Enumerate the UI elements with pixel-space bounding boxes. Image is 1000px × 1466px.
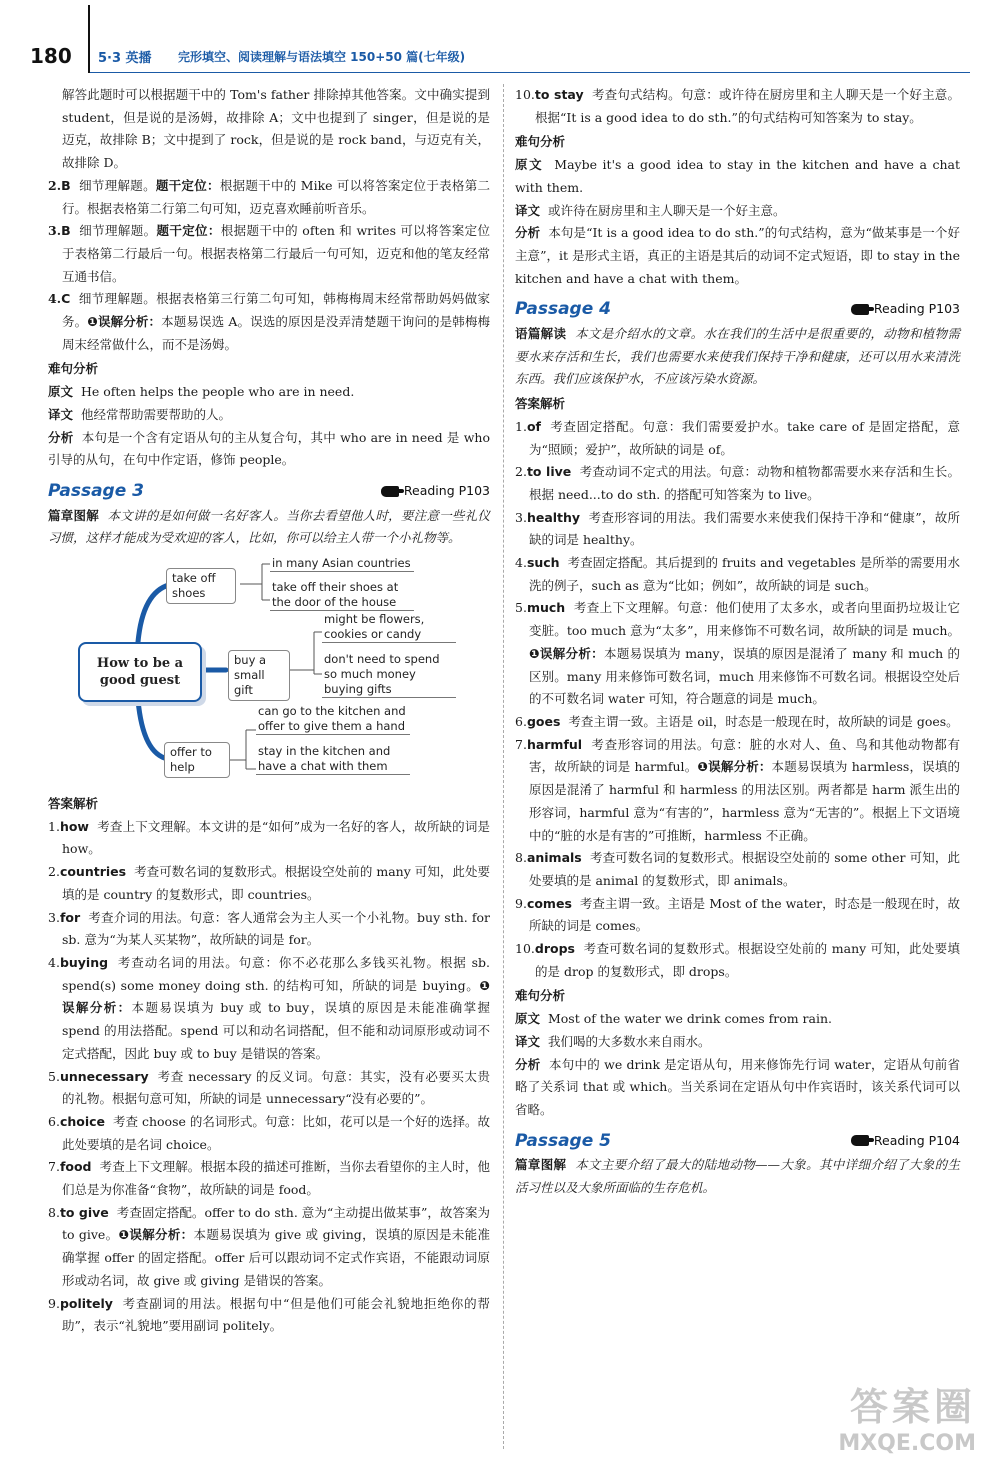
translation: 译文 他经常帮助需要帮助的人。 [48, 406, 231, 422]
passage-intro: 篇章图解 本文讲的是如何做一名好客人。当你去看望他人时，要注意一些礼仪习惯，这样才能成为受欢迎的客人，比如，你可以给主人带一个小礼物等。 [48, 507, 490, 546]
passage-heading [48, 480, 490, 503]
header-divider [88, 5, 90, 73]
passage-intro: 语篇解读 本文是介绍水的文章。水在我们的生活中是很重要的，动物和植物需要水来存活和生长，我们也需要水来使我们保持干净和健康，还可以用水来清洗东西。我们应该保护水，不应该污染水资源。 [515, 326, 960, 387]
analysis: 分析 本句是“It is a good idea to do sth.”的句式结构，意为“做某事是一个好主意”，it 是形式主语，真正的主语是其后的动词不定式短语，即 to stay in the kitchen and have a chat with them。 [515, 225, 960, 286]
answer-item: 2.to live 考查动词不定式的用法。句意：动物和植物都需要水来存活和生长。根据 need...to do sth. 的搭配可知答案为 to live。 [515, 464, 960, 502]
pointing-hand-icon [851, 1135, 869, 1146]
passage-heading [515, 298, 960, 321]
passage-title: Passage 3 [48, 480, 144, 501]
mind-map-leaf: stay in the kitchen and have a chat with them [256, 744, 410, 775]
section-heading: 答案解析 [515, 396, 566, 412]
warning-label: ❶误解分析： [118, 1227, 194, 1243]
answer-item: 10.drops 考查可数名词的复数形式。根据设空处前的 many 可知，此处要填的是 drop 的复数形式，即 drops。 [515, 941, 960, 979]
answer-item: 9.comes 考查主谓一致。主语是 Most of the water，时态是一般现在时，故所缺的词是 comes。 [515, 895, 960, 934]
mind-map-leaf: don't need to spend so much money buying gifts [322, 652, 456, 698]
mind-map-center: How to be a good guest [78, 642, 202, 702]
passage-title: Passage 4 [515, 299, 611, 320]
original-sentence: 原文 He often helps the people who are in need. [48, 384, 355, 400]
book-subtitle: 完形填空、阅读理解与语法填空 150+50 篇(七年级) [178, 50, 466, 64]
right-column [515, 84, 960, 1200]
mind-map-leaf: might be flowers, cookies or candy [322, 612, 456, 643]
warning-label: ❶误解分析： [62, 977, 490, 1016]
pointing-hand-icon [851, 304, 869, 315]
answer-item: 7.food 考查上下文理解。根据本段的描述可推断，当你去看望你的主人时，他们总是为你准备“食物”，故所缺的词是 food。 [48, 1159, 490, 1198]
watermark-url: MXQE.COM [838, 1431, 976, 1456]
section-heading: 答案解析 [48, 796, 99, 812]
mind-map-leaf: in many Asian countries [270, 556, 414, 572]
continued-explanation: 解答此题时可以根据题干中的 Tom's father 排除掉其他答案。文中确实提到 student，但是说的是汤姆，故排除 A；文中也提到了 singer，但是说的是迈克，故排除 B；文中提到了 rock，但是说的是 rock band，与迈克有关，故排除 D。 [62, 87, 490, 171]
original-sentence: 原文 Most of the water we drink comes from rain. [515, 1011, 833, 1027]
answer-item: 6.choice 考查 choose 的名词形式。句意：比如，花可以是一个好的选择。故此处要填的是名词 choice。 [48, 1113, 490, 1152]
mind-map-branch: offer to help [164, 742, 230, 778]
reading-reference: Reading P103 [381, 480, 490, 503]
answer-item: 8.to give 考查固定搭配。offer to do sth. 意为“主动提出做某事”，故答案为 to give。❶误解分析：本题易误填为 give 或 giving，误填的原因是未能准确掌握 offer 的固定搭配。offer 后可以跟动词不定式作宾语，不能跟动词原形或动名词，故 give 或 giving 是错误的答案。 [48, 1204, 491, 1288]
warning-label: ❶误解分析： [529, 645, 604, 661]
answer-item: 1.of 考查固定搭配。句意：我们需要爱护水。take care of 是固定搭配，意为“照顾；爱护”，故所缺的词是 of。 [515, 418, 960, 457]
answer-item: 8.animals 考查可数名词的复数形式。根据设空处前的 some other 可知，此处要填的是 animal 的复数形式，即 animals。 [515, 850, 960, 888]
page-header [0, 0, 1000, 75]
passage-intro: 篇章图解 本文主要介绍了最大的陆地动物——大象。其中详细介绍了大象的生活习性以及大象所面临的生存危机。 [515, 1157, 960, 1196]
mind-map-branch: buy a small gift [228, 650, 290, 701]
passage-heading [515, 1130, 960, 1153]
mind-map-leaf: can go to the kitchen and offer to give them a hand [256, 704, 410, 735]
answer-item: 4.buying 考查动名词的用法。句意：你不必花那么多钱买礼物。根据 sb. spend(s) some money doing sth. 的结构可知，所缺的词是 buying。❶误解分析：本题易误填为 buy 或 to buy，误填的原因是未能准确掌握 spend 的用法搭配。spend 可以和动名词搭配，但不能和动词原形或动词不定式搭配，因此 buy 或 to buy 是错误的答案。 [48, 954, 490, 1061]
column-divider [503, 84, 504, 1449]
answer-item: 2.countries 考查可数名词的复数形式。根据设空处前的 many 可知，此处要填的是 country 的复数形式，即 countries。 [48, 864, 490, 902]
section-heading: 难句分析 [48, 361, 99, 377]
mind-map-branch: take off shoes [166, 568, 236, 604]
answer-item: 6.goes 考查主谓一致。主语是 oil，时态是一般现在时，故所缺的词是 goes。 [515, 713, 959, 729]
warning-label: ❶误解分析： [87, 314, 162, 330]
answer-item: 3.for 考查介词的用法。句意：客人通常会为主人买一个小礼物。buy sth. for sb. 意为“为某人买某物”，故所缺的词是 for。 [48, 909, 490, 948]
answer-item: 4.C 细节理解题。根据表格第三行第二句可知，韩梅梅周末经常帮助妈妈做家务。❶误解分析：本题易误选 A。误选的原因是没弄清楚题干询问的是韩梅梅周末经常做什么，而不是汤姆。 [48, 291, 490, 352]
answer-item: 3.healthy 考查形容词的用法。我们需要水来使我们保持干净和“健康”，故所缺的词是 healthy。 [515, 509, 960, 548]
answer-item: 5.much 考查上下文理解。句意：他们使用了太多水，或者向里面扔垃圾让它变脏。too much 意为“太多”，用来修饰不可数名词，故所缺的词是 much。❶误解分析：本题易误填为 many，误填的原因是混淆了 many 和 much 的区别。many 用来修饰可数名词，much 用来修饰不可数名词。根据设空处后的不可数名词 water 可知，符合题意的词是 much。 [515, 600, 960, 707]
mind-map [48, 554, 490, 789]
analysis: 分析 本句是一个含有定语从句的主从复合句，其中 who are in need 是 who 引导的从句，在句中作定语，修饰 people。 [48, 429, 490, 468]
reading-reference: Reading P103 [851, 298, 960, 321]
answer-item: 9.politely 考查副词的用法。根据句中“但是他们可能会礼貌地拒绝你的帮助”，表示“礼貌地”要用副词 politely。 [48, 1295, 490, 1334]
section-heading: 难句分析 [515, 988, 566, 1004]
answer-item: 1.how 考查上下文理解。本文讲的是“如何”成为一名好的客人，故所缺的词是 how。 [48, 818, 490, 857]
header-rule [90, 72, 970, 73]
answer-item: 10.to stay 考查句式结构。句意：或许待在厨房里和主人聊天是一个好主意。根据“It is a good idea to do sth.”的句式结构可知答案为 to stay。 [515, 87, 960, 125]
watermark [838, 1376, 976, 1456]
original-sentence: 原文 Maybe it's a good idea to stay in the kitchen and have a chat with them. [515, 157, 960, 195]
answer-item: 3.B 细节理解题。题干定位：根据题干中的 often 和 writes 可以将答案定位于表格第二行最后一句。根据表格第二行最后一句可知，迈克和他的笔友经常互通书信。 [48, 223, 490, 284]
answer-item: 2.B 细节理解题。题干定位：根据题干中的 Mike 可以将答案定位于表格第二行。根据表格第二行第二句可知，迈克喜欢睡前听音乐。 [48, 177, 490, 216]
pointing-hand-icon [381, 486, 399, 497]
analysis: 分析 本句中的 we drink 是定语从句，用来修饰先行词 water，定语从句前省略了关系词 that 或 which。当关系词在定语从句中作宾语时，该关系代词可以省略。 [515, 1056, 960, 1117]
brand-logo: 5·3 英播 [98, 51, 152, 66]
answer-item: 7.harmful 考查形容词的用法。句意：脏的水对人、鱼、鸟和其他动物都有害，故所缺的词是 harmful。❶误解分析：本题易误填为 harmless，误填的原因是混淆了 harmful 和 harmless 的用法区别。两者都是 harm 派生出的形容词，harmful 意为“有害的”，harmless 意为“无害的”。根据上下文语境中的“脏的水是有害的”可推断，harmless 不正确。 [515, 736, 960, 843]
mind-map-leaf: take off their shoes at the door of the house [270, 580, 414, 611]
answer-item: 5.unnecessary 考查 necessary 的反义词。句意：其实，没有必要买太贵的礼物。根据句意可知，所缺的词是 unnecessary“没有必要的”。 [48, 1068, 490, 1107]
watermark-logo: 答案圈 [849, 1385, 976, 1429]
section-heading: 难句分析 [515, 134, 566, 150]
answer-item: 4.such 考查固定搭配。其后提到的 fruits and vegetables 是所举的需要用水洗的例子，such as 意为“比如；例如”，故所缺的词是 such。 [515, 555, 960, 593]
warning-label: ❶误解分析： [697, 759, 772, 775]
passage-title: Passage 5 [515, 1130, 611, 1151]
translation: 译文 我们喝的大多数水来自雨水。 [515, 1033, 711, 1049]
reading-reference: Reading P104 [851, 1130, 960, 1153]
page-number: 180 [30, 44, 72, 68]
translation: 译文 或许待在厨房里和主人聊天是一个好主意。 [515, 202, 786, 218]
left-column [48, 84, 490, 1338]
